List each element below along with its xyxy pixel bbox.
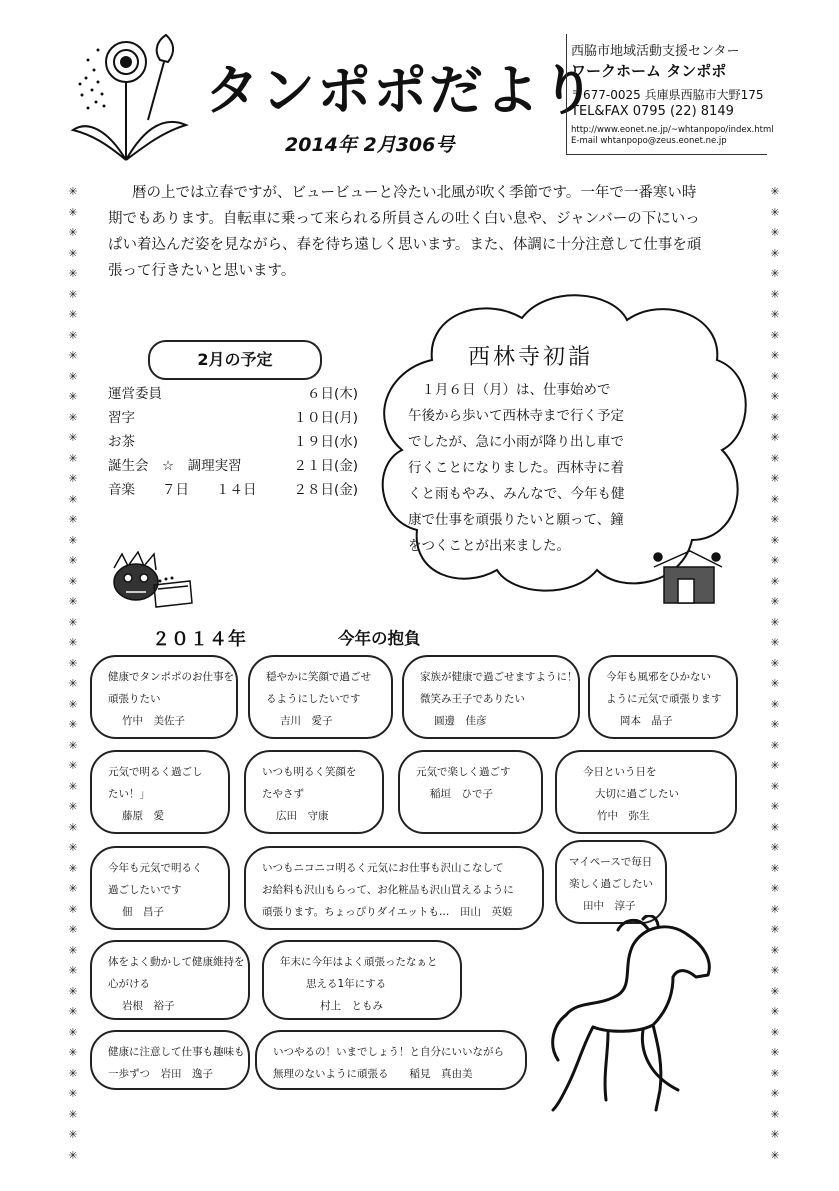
left-star-border: ✳ ✳ ✳ ✳ ✳ ✳ ✳ ✳ ✳ ✳ ✳ ✳ ✳ ✳ ✳ ✳ ✳ ✳ ✳ ✳ ✳ ✳ ✳ ✳ ✳ ✳ ✳ ✳ ✳ ✳ ✳ ✳ ✳ ✳ ✳ ✳ ✳ ✳ ✳ ✳ ✳ ✳ ✳ ✳ ✳ ✳ ✳ ✳ — [68, 185, 78, 1162]
resolution-author: 竹中 弥生 — [597, 810, 650, 822]
resolution-text: 今年も元気で明るく — [108, 862, 203, 874]
resolutions-heading: 今年の抱負 — [338, 629, 421, 648]
resolution-text: 元気で楽しく過ごす — [416, 766, 511, 778]
hatsumode-line: をつくことが出来ました。 — [408, 538, 570, 554]
hatsumode-line: でしたが、急に小雨が降り出し車で — [408, 434, 624, 450]
resolution-text: 穏やかに笑顔で過ごせ — [266, 671, 371, 683]
resolution-text: 微笑み王子でありたい — [420, 693, 525, 705]
resolution-author: 稲垣 ひで子 — [430, 788, 493, 800]
resolution-text: 思える1年にする — [306, 978, 387, 990]
newsletter-title: タンポポだより — [205, 59, 597, 122]
resolution-text: たい！」 — [108, 788, 150, 800]
hatsumode-line: １月６日（月）は、仕事始めで — [408, 382, 611, 398]
schedule-item-name: 習字 — [108, 410, 135, 426]
resolution-text: 今年も風邪をひかない — [606, 671, 711, 683]
resolution-author: 岡本 晶子 — [620, 715, 673, 727]
resolution-bubble — [555, 750, 737, 834]
resolution-text: 体をよく動かして健康維持を — [108, 956, 245, 968]
resolution-text: いつも明るく笑顔を — [262, 766, 357, 778]
hatsumode-line: くと雨もやみ、みんなで、今年も健 — [408, 486, 625, 502]
resolution-bubble — [398, 750, 543, 834]
schedule-title: 2月の予定 — [148, 340, 322, 380]
org-line: 西脇市地域活動支援センター — [571, 44, 740, 59]
resolution-text: るようにしたいです — [266, 693, 361, 705]
resolution-text: たやさず — [262, 788, 304, 800]
resolution-author: 広田 守康 — [276, 810, 329, 822]
resolution-text: 心がける — [108, 978, 150, 990]
org-address: 〒677-0025 兵庫県西脇市大野175 — [571, 88, 764, 102]
resolution-text: 一歩ずつ 岩田 逸子 — [108, 1068, 213, 1080]
resolution-text: 健康でタンポポのお仕事を — [108, 671, 234, 683]
resolution-bubble — [90, 750, 230, 834]
resolution-author: 佃 昌子 — [122, 906, 164, 918]
resolution-author: 吉川 愛子 — [280, 715, 333, 727]
resolution-author: 村上 ともみ — [320, 1000, 383, 1012]
intro-line: ぱい着込んだ姿を見ながら、春を待ち遠しく思います。また、体調に十分注意して仕事を頑 — [108, 237, 702, 253]
schedule-item-date: ２８日(金) — [293, 482, 358, 498]
resolution-bubble — [255, 1030, 527, 1090]
hatsumode-line: 午後から歩いて西林寺まで行く予定 — [408, 408, 624, 424]
resolution-text: 大切に過ごしたい — [595, 788, 679, 800]
intro-line: 期でもあります。自転車に乗って来られる所員さんの吐く白い息や、ジャンバーの下にいっ — [108, 211, 700, 227]
bean-box-icon — [150, 575, 195, 610]
resolution-text: 今日という日を — [583, 766, 657, 778]
hatsumode-line: 行くことになりました。西林寺に着 — [408, 460, 624, 476]
resolution-text: いつもニコニコ明るく元気にお仕事も沢山こなして — [262, 862, 504, 874]
schedule-item — [108, 382, 358, 402]
resolution-bubble — [588, 655, 738, 739]
schedule-item-name: 誕生会 ☆ 調理実習 — [108, 458, 242, 474]
schedule-item-date: ６日(木) — [306, 386, 358, 402]
resolution-bubble — [244, 846, 544, 930]
resolution-bubble — [555, 840, 667, 924]
org-url[interactable]: http://www.eonet.ne.jp/~whtanpopo/index.html — [571, 125, 774, 135]
resolution-author: 竹中 美佐子 — [122, 715, 185, 727]
resolution-author: 田中 淳子 — [583, 900, 636, 912]
resolution-text: ように元気で頑張ります — [606, 693, 722, 705]
intro-line: 暦の上では立春ですが、ビュービューと冷たい北風が吹く季節です。一年で一番寒い時 — [132, 185, 697, 201]
schedule-item-name: 音楽 ７日 １４日 — [108, 482, 257, 498]
resolutions-year: ２０１４年 — [152, 629, 247, 650]
resolution-text: お給料も沢山もらって、お化粧品も沢山買えるように — [262, 884, 514, 896]
schedule-item-name: お茶 — [108, 434, 135, 450]
resolution-text: いつやるの！いまでしょう！と自分にいいながら — [273, 1046, 504, 1058]
schedule-item-date: １９日(水) — [293, 434, 358, 450]
resolution-bubble — [90, 655, 238, 739]
schedule-item — [108, 454, 358, 474]
resolution-author: 圓邊 佳彦 — [434, 715, 487, 727]
resolution-text: マイペースで毎日 — [569, 856, 653, 868]
resolution-text: 頑張りたい — [108, 693, 161, 705]
resolution-text: 頑張ります。ちょっぴりダイエットも… 田山 英姫 — [262, 906, 513, 918]
shrine-icon — [650, 545, 725, 607]
resolution-bubble — [248, 655, 393, 739]
resolution-bubble — [90, 1030, 250, 1090]
dandelion-icon — [68, 20, 198, 170]
org-email[interactable]: E-mail whtanpopo@zeus.eonet.ne.jp — [571, 136, 727, 146]
resolution-bubble — [402, 655, 580, 739]
resolution-text: 元気で明るく過ごし — [108, 766, 203, 778]
schedule-item-name: 運営委員 — [108, 386, 162, 402]
resolution-text: 無理のないように頑張る 稲見 真由美 — [273, 1068, 473, 1080]
resolution-author: 岩根 裕子 — [122, 1000, 175, 1012]
horse-icon — [538, 915, 738, 1125]
resolution-bubble — [244, 750, 384, 834]
resolution-text: 楽しく過ごしたい — [569, 878, 653, 890]
resolution-text: 年末に今年はよく頑張ったなぁと — [280, 956, 438, 968]
hatsumode-line: 康で仕事を頑張りたいと願って、鐘 — [408, 512, 624, 528]
issue-number: 2014年 2月306号 — [285, 134, 455, 156]
resolution-bubble — [90, 940, 250, 1020]
right-star-border: ✳ ✳ ✳ ✳ ✳ ✳ ✳ ✳ ✳ ✳ ✳ ✳ ✳ ✳ ✳ ✳ ✳ ✳ ✳ ✳ ✳ ✳ ✳ ✳ ✳ ✳ ✳ ✳ ✳ ✳ ✳ ✳ ✳ ✳ ✳ ✳ ✳ ✳ ✳ ✳ ✳ ✳ ✳ ✳ ✳ ✳ ✳ ✳ — [770, 185, 780, 1162]
schedule-item-date: ２１日(金) — [293, 458, 358, 474]
org-phone: TEL&FAX 0795 (22) 8149 — [571, 104, 734, 119]
schedule-item-date: １０日(月) — [293, 410, 358, 426]
schedule-item — [108, 406, 358, 426]
schedule-item — [108, 478, 358, 498]
resolution-author: 藤原 愛 — [122, 810, 164, 822]
hatsumode-title: 西林寺初詣 — [468, 345, 594, 370]
org-name: ワークホーム タンポポ — [571, 62, 727, 80]
intro-line: 張って行きたいと思います。 — [108, 263, 296, 279]
resolution-text: 過ごしたいです — [108, 884, 182, 896]
resolution-bubble — [90, 846, 230, 930]
resolution-bubble — [262, 940, 462, 1020]
schedule-item — [108, 430, 358, 450]
resolution-text: 家族が健康で過ごせますように！ — [420, 671, 578, 683]
resolution-text: 健康に注意して仕事も趣味も — [108, 1046, 245, 1058]
